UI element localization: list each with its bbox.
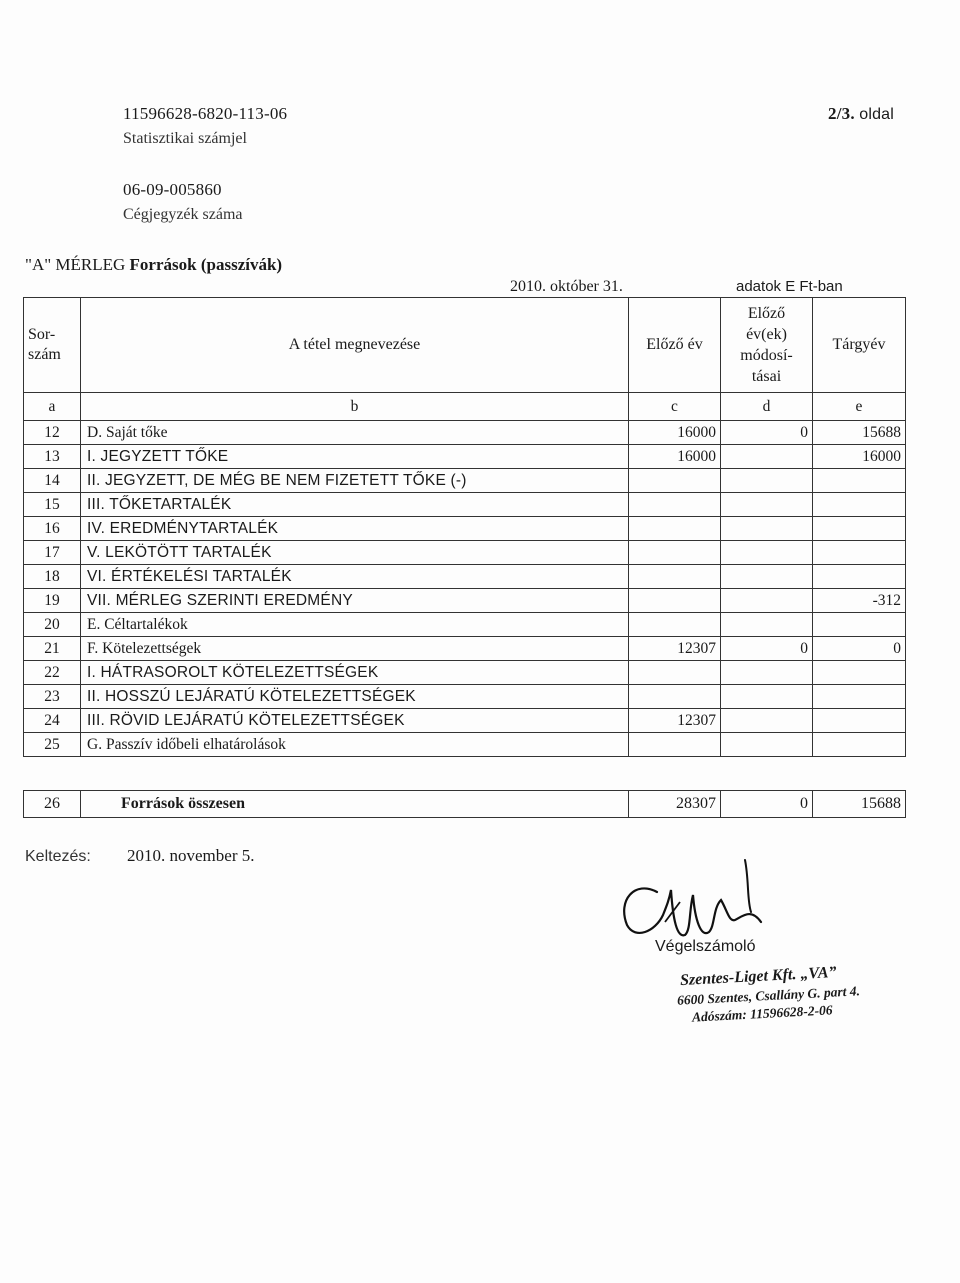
row-label: E. Céltartalékok [81,613,629,637]
total-current-year: 15688 [813,791,906,818]
row-label: VI. ÉRTÉKELÉSI TARTALÉK [81,565,629,589]
row-label: III. TŐKETARTALÉK [81,493,629,517]
row-prev-year [629,541,721,565]
column-letter: b [81,393,629,421]
signer-role: Végelszámoló [655,938,756,955]
table-row [24,733,906,757]
row-modifications [721,613,813,637]
table-row [24,565,906,589]
row-label: II. HOSSZÚ LEJÁRATÚ KÖTELEZETTSÉGEK [81,685,629,709]
row-modifications: 0 [721,421,813,445]
table-row [24,709,906,733]
row-number: 20 [24,613,81,637]
reg-label: Cégjegyzék száma [123,206,243,223]
row-number: 19 [24,589,81,613]
row-current-year [813,709,906,733]
row-label: V. LEKÖTÖTT TARTALÉK [81,541,629,565]
row-current-year [813,733,906,757]
date-value: 2010. november 5. [127,846,255,865]
row-current-year [813,493,906,517]
table-row [24,445,906,469]
stat-id: 11596628-6820-113-06 [123,104,288,123]
report-date: 2010. október 31. [510,278,623,295]
row-current-year: 15688 [813,421,906,445]
row-label: I. HÁTRASOROLT KÖTELEZETTSÉGEK [81,661,629,685]
total-prev-year: 28307 [629,791,721,818]
total-label: Források összesen [81,791,629,818]
row-current-year [813,541,906,565]
column-letter: d [721,393,813,421]
row-modifications [721,661,813,685]
table-row [24,613,906,637]
row-modifications [721,709,813,733]
units-note: adatok E Ft-ban [736,278,843,295]
row-label: III. RÖVID LEJÁRATÚ KÖTELEZETTSÉGEK [81,709,629,733]
stamp-line-2: 6600 Szentes, Csallány G. part 4. [676,983,861,1008]
row-number: 12 [24,421,81,445]
row-label: F. Kötelezettségek [81,637,629,661]
row-label: G. Passzív időbeli elhatárolások [81,733,629,757]
row-prev-year [629,517,721,541]
header-sorszam: Sor-szám [24,298,81,393]
row-prev-year [629,661,721,685]
row-label: D. Saját tőke [81,421,629,445]
row-number: 21 [24,637,81,661]
row-current-year [813,565,906,589]
row-prev-year [629,733,721,757]
row-number: 24 [24,709,81,733]
row-modifications [721,493,813,517]
page-title [25,255,282,275]
row-prev-year [629,613,721,637]
total-number: 26 [24,791,81,818]
table-row [24,469,906,493]
row-prev-year: 16000 [629,421,721,445]
row-prev-year [629,469,721,493]
page-word: oldal [859,106,895,123]
total-row [24,791,906,818]
title-prefix: "A" MÉRLEG [25,255,126,274]
table-row [24,421,906,445]
signature-mark [605,850,775,945]
stat-label: Statisztikai számjel [123,130,247,147]
row-current-year: 0 [813,637,906,661]
row-number: 16 [24,517,81,541]
row-modifications [721,685,813,709]
row-modifications [721,589,813,613]
column-letter: e [813,393,906,421]
header-modifications: Előző év(ek) módosí-tásai [721,298,813,393]
table-row [24,541,906,565]
column-letter: a [24,393,81,421]
row-label: II. JEGYZETT, DE MÉG BE NEM FIZETETT TŐKE (-) [81,469,629,493]
column-letter: c [629,393,721,421]
row-modifications: 0 [721,637,813,661]
reg-number: 06-09-005860 [123,180,222,199]
row-label: I. JEGYZETT TŐKE [81,445,629,469]
table-row [24,517,906,541]
row-number: 22 [24,661,81,685]
title-rest: Források (passzívák) [129,255,283,274]
row-modifications [721,445,813,469]
date-label: Keltezés: [25,848,91,865]
page-number: 2/3. [828,104,855,123]
row-current-year: 16000 [813,445,906,469]
total-modifications: 0 [721,791,813,818]
stamp-line-1: Szentes-Liget Kft. „VA” [679,963,837,990]
row-number: 15 [24,493,81,517]
row-modifications [721,565,813,589]
header-row [24,298,906,393]
row-prev-year [629,565,721,589]
row-number: 13 [24,445,81,469]
header-name: A tétel megnevezése [81,298,629,393]
row-number: 17 [24,541,81,565]
column-letter-row [24,393,906,421]
row-current-year [813,685,906,709]
row-number: 25 [24,733,81,757]
row-current-year [813,469,906,493]
total-table [23,790,906,818]
table-row [24,589,906,613]
stamp-line-3: Adószám: 11596628-2-06 [691,1002,833,1025]
row-prev-year: 16000 [629,445,721,469]
row-label: VII. MÉRLEG SZERINTI EREDMÉNY [81,589,629,613]
row-number: 14 [24,469,81,493]
row-label: IV. EREDMÉNYTARTALÉK [81,517,629,541]
row-prev-year: 12307 [629,637,721,661]
row-modifications [721,469,813,493]
row-current-year [813,613,906,637]
row-current-year [813,517,906,541]
row-modifications [721,541,813,565]
header-prev-year: Előző év [629,298,721,393]
row-prev-year [629,685,721,709]
row-modifications [721,517,813,541]
row-current-year: -312 [813,589,906,613]
row-current-year [813,661,906,685]
table-row [24,493,906,517]
row-modifications [721,733,813,757]
table-row [24,637,906,661]
header-current-year: Tárgyév [813,298,906,393]
row-number: 18 [24,565,81,589]
row-prev-year [629,589,721,613]
page-indicator [828,104,894,124]
table-row [24,685,906,709]
row-prev-year: 12307 [629,709,721,733]
row-prev-year [629,493,721,517]
table-row [24,661,906,685]
balance-table [23,297,906,757]
row-number: 23 [24,685,81,709]
